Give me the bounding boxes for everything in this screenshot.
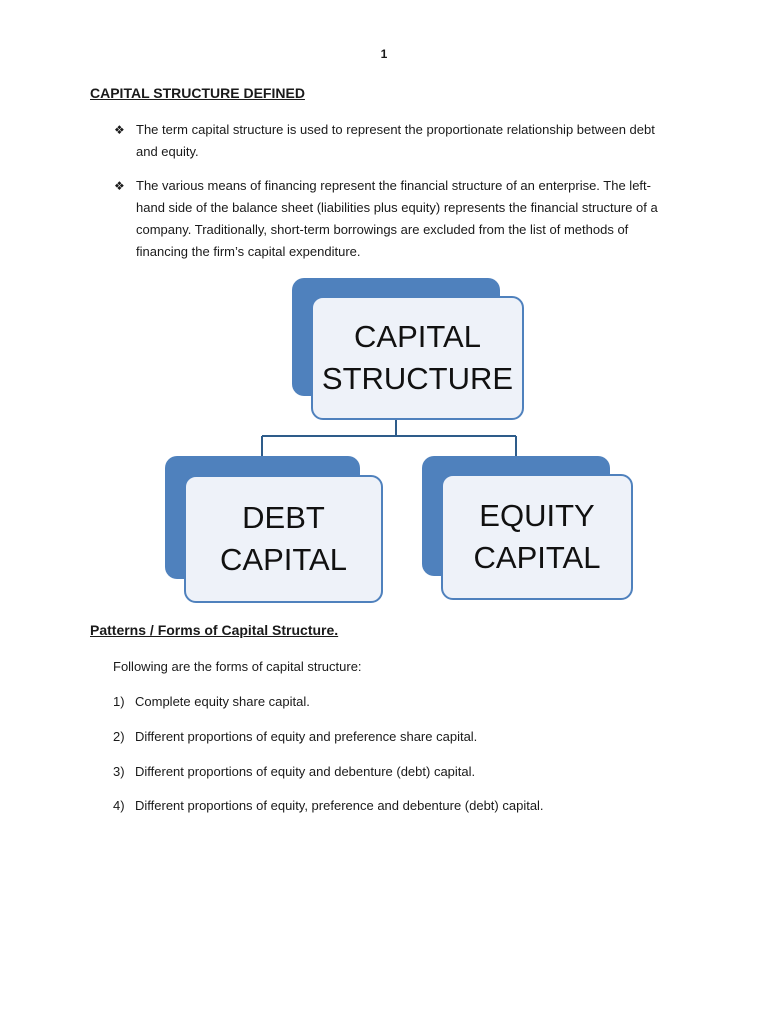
- list-item-number: 1): [113, 694, 125, 709]
- list-item: [113, 798, 544, 813]
- list-item-text: Different proportions of equity and preference share capital.: [135, 729, 478, 744]
- node-label-line: DEBT: [242, 500, 325, 535]
- node-label-line: CAPITAL: [354, 319, 481, 354]
- diagram-node-debt-capital: [165, 456, 383, 603]
- node-label-box: [311, 296, 524, 420]
- bullet-text: The term capital structure is used to represent the proportionate relationship between debt and equity.: [136, 122, 655, 159]
- node-label-box: [441, 474, 633, 600]
- list-item: [113, 764, 475, 779]
- diagram-node-capital-structure: [292, 278, 524, 420]
- list-item-text: Complete equity share capital.: [135, 694, 310, 709]
- section-intro-text: Following are the forms of capital structure:: [113, 659, 362, 674]
- list-item-text: Different proportions of equity, preference and debenture (debt) capital.: [135, 798, 544, 813]
- list-item-number: 4): [113, 798, 125, 813]
- bullet-item: [114, 119, 674, 163]
- section-heading-patterns-forms: Patterns / Forms of Capital Structure.: [90, 622, 339, 638]
- node-label-line: STRUCTURE: [321, 361, 514, 396]
- list-item-number: 2): [113, 729, 125, 744]
- list-item-number: 3): [113, 764, 125, 779]
- list-item-text: Different proportions of equity and debenture (debt) capital.: [135, 764, 476, 779]
- diamond-bullet-icon: ❖: [114, 179, 125, 193]
- diagram-node-equity-capital: [422, 456, 633, 600]
- bullet-item: [114, 175, 674, 263]
- node-label-line: CAPITAL: [220, 542, 347, 577]
- section-heading-capital-structure-defined: CAPITAL STRUCTURE DEFINED: [90, 85, 305, 101]
- node-label-line: EQUITY: [479, 498, 595, 533]
- page-number: 1: [380, 47, 388, 61]
- bullet-text: The various means of financing represent the financial structure of an enterprise. The left-hand side of the balance sheet (liabilities plus equity) represents the financial structure of a company. Traditionally, short-term borrowings are excluded from the list of methods of financing the firm’s capital expenditure.: [136, 178, 658, 259]
- node-label-line: CAPITAL: [473, 540, 601, 575]
- node-label-box: [184, 475, 383, 603]
- list-item: [113, 729, 477, 744]
- list-item: [113, 694, 310, 709]
- diamond-bullet-icon: ❖: [114, 123, 125, 137]
